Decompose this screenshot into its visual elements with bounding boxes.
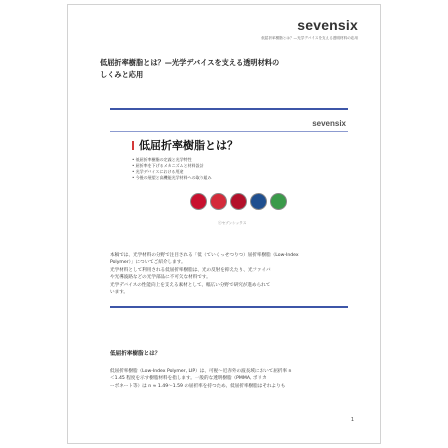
lens-circle bbox=[250, 193, 267, 210]
slide-bullet: • 今後の展望と高機能光学材料への取り組み bbox=[132, 175, 212, 181]
paragraph-line: や光導波路などの光学部品に不可欠な材料です。 bbox=[110, 275, 211, 281]
intro-paragraph bbox=[110, 252, 350, 296]
embedded-slide bbox=[110, 117, 348, 231]
slide-bullet: • 低屈折率樹脂の定義と光学特性 bbox=[132, 157, 212, 163]
document-page bbox=[67, 4, 381, 444]
slide-heading bbox=[132, 137, 238, 153]
paragraph-line: います。 bbox=[110, 290, 129, 296]
slide-bullet: • 光学デバイスにおける用途 bbox=[132, 169, 212, 175]
paragraph-line: 光学材料として利用される低屈折率樹脂は、光の反射を抑えたり、光ファイバ bbox=[110, 267, 271, 273]
slide-bullet-list bbox=[132, 157, 212, 181]
brand-logo: sevensix bbox=[297, 17, 358, 33]
heading-accent-bar bbox=[132, 141, 134, 150]
lens-circle-row bbox=[190, 193, 287, 210]
slide-caption: ⓒセブンシックス bbox=[218, 221, 247, 225]
section-line: ーボネート等）は n ≈ 1.49～1.59 の屈折率を持つため、低屈折率樹脂はそれよりも bbox=[110, 383, 286, 389]
lens-circle bbox=[190, 193, 207, 210]
lens-circle bbox=[230, 193, 247, 210]
section-heading: 低屈折率樹脂とは？ bbox=[110, 351, 161, 357]
lens-circle bbox=[270, 193, 287, 210]
document-title-line-2: しくみと応用 bbox=[100, 70, 144, 79]
lens-circle bbox=[210, 193, 227, 210]
brand-subtitle: 低屈折率樹脂とは？—光学デバイスを支える透明材料の応用 bbox=[261, 36, 358, 40]
divider-rule-top bbox=[110, 108, 348, 110]
slide-brand: sevensix bbox=[312, 119, 346, 128]
slide-bullet: • 屈折率を下げるメカニズムと材料設計 bbox=[132, 163, 212, 169]
slide-heading-text: 低屈折率樹脂とは？ bbox=[139, 139, 238, 152]
paragraph-line: Polymer）」についてご紹介します。 bbox=[110, 260, 186, 266]
slide-divider bbox=[110, 131, 348, 132]
page-number: 1 bbox=[350, 417, 354, 423]
document-title-line-1: 低屈折率樹脂とは？—光学デバイスを支える透明材料の bbox=[100, 58, 280, 67]
paragraph-line: 光学デバイスの性能向上を支える素材として、幅広い分野で研究が進められて bbox=[110, 282, 271, 288]
document-title bbox=[100, 57, 340, 81]
section-line: ＜1.45 程度を示す樹脂材料を指します。一般的な透明樹脂（PMMA, ポリカ bbox=[110, 376, 267, 382]
divider-rule-bottom bbox=[110, 306, 348, 308]
section-paragraph bbox=[110, 368, 350, 390]
section-line: 低屈折率樹脂（Low-Index Polymer, LIP）は、可視～近赤外の波長域において屈折率 n bbox=[110, 369, 292, 374]
paragraph-line: 本稿では、光学材料の分野で注目される「低（ていくっせつりつ）屈折率樹脂（Low-Index bbox=[110, 253, 299, 258]
